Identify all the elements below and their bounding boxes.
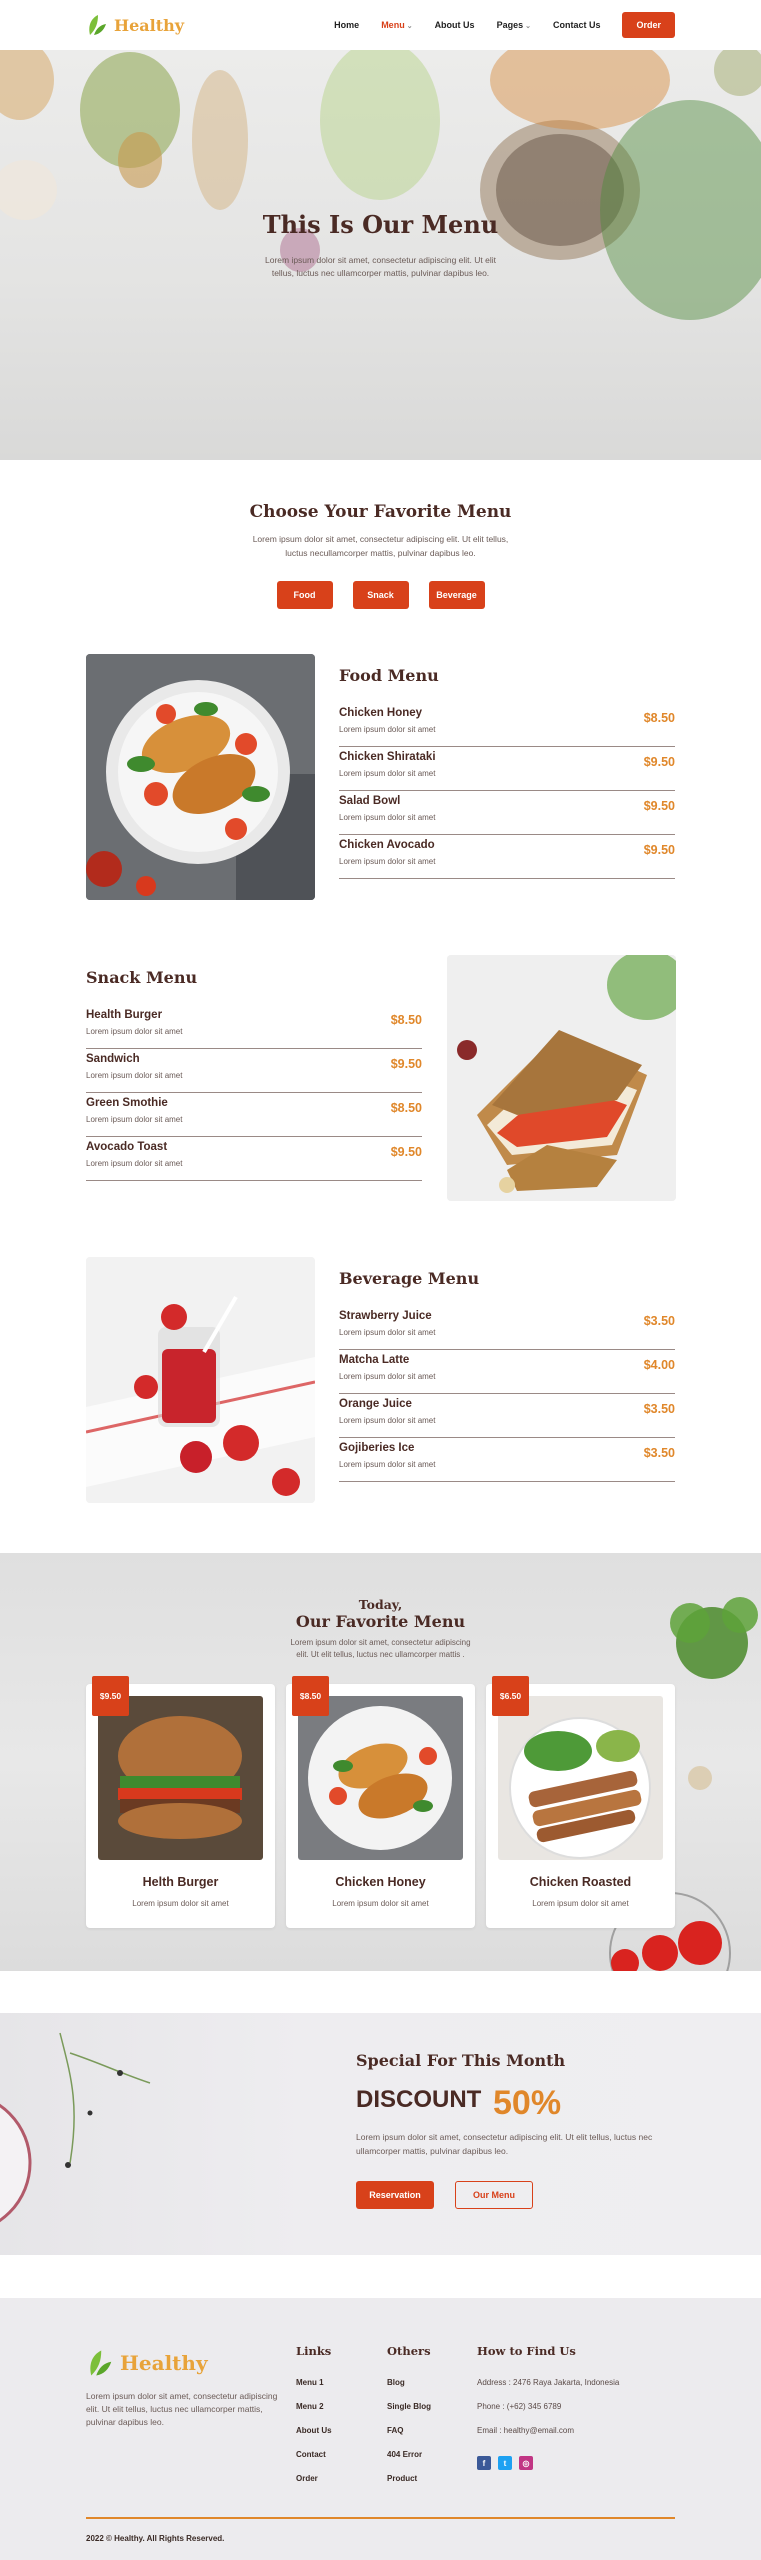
- special-subtitle: Lorem ipsum dolor sit amet, consectetur adipiscing elit. Ut elit tellus, luctus nec ullamcorper mattis, pulvinar dapibus leo.: [356, 2132, 653, 2156]
- item-name: Matcha Latte: [339, 1354, 410, 1366]
- card-name: Chicken Roasted: [529, 1875, 632, 1889]
- footer-phone: Phone : (+62) 345 6789: [477, 2402, 562, 2411]
- footer-link[interactable]: Menu 2: [296, 2402, 324, 2411]
- facebook-icon[interactable]: f: [477, 2456, 491, 2470]
- item-desc: Lorem ipsum dolor sit amet: [339, 1460, 436, 1469]
- item-price: $9.50: [390, 1057, 422, 1071]
- item-desc: Lorem ipsum dolor sit amet: [339, 813, 436, 822]
- menu-item[interactable]: [339, 1394, 675, 1438]
- chevron-down-icon: ⌄: [406, 23, 413, 30]
- burger-image: [98, 1696, 263, 1860]
- reservation-button[interactable]: Reservation: [356, 2181, 434, 2209]
- hero-section: [0, 50, 761, 460]
- item-desc: Lorem ipsum dolor sit amet: [339, 769, 436, 778]
- menu-item[interactable]: [339, 1350, 675, 1394]
- menu-item[interactable]: [339, 835, 675, 879]
- logo-text: Healthy: [114, 15, 185, 35]
- leaf-logo-icon: [86, 2348, 114, 2378]
- herbs-plate-image: [0, 2013, 200, 2255]
- card-desc: Lorem ipsum dolor sit amet: [332, 1899, 429, 1908]
- item-price: $4.00: [643, 1358, 675, 1372]
- choose-subtitle: Lorem ipsum dolor sit amet, consectetur adipiscing elit. Ut elit tellus, luctus necullamcorper mattis, pulvinar dapibus leo.: [252, 534, 509, 558]
- nav-pages[interactable]: [497, 20, 531, 30]
- price-badge: $9.50: [92, 1676, 129, 1716]
- chicken-roasted-image: [498, 1696, 663, 1860]
- item-name: Salad Bowl: [339, 795, 401, 807]
- item-price: $9.50: [390, 1145, 422, 1159]
- favorites-section: [0, 1553, 761, 1971]
- instagram-icon[interactable]: ◎: [519, 2456, 533, 2470]
- special-section: [0, 2013, 761, 2255]
- card-name: Helth Burger: [142, 1875, 219, 1889]
- order-button[interactable]: Order: [622, 12, 675, 38]
- menu-item[interactable]: [86, 1137, 422, 1181]
- footer-email: Email : healthy@email.com: [477, 2426, 575, 2435]
- item-name: Chicken Honey: [339, 707, 423, 719]
- menu-item[interactable]: [339, 1438, 675, 1482]
- menu-item[interactable]: [86, 1049, 422, 1093]
- item-name: Avocado Toast: [86, 1141, 168, 1153]
- item-desc: Lorem ipsum dolor sit amet: [339, 725, 436, 734]
- menu-item[interactable]: [339, 791, 675, 835]
- item-desc: Lorem ipsum dolor sit amet: [86, 1027, 183, 1036]
- nav-pages-label: Pages: [496, 20, 524, 30]
- item-desc: Lorem ipsum dolor sit amet: [339, 1372, 436, 1381]
- find-us-title: How to Find Us: [477, 2344, 576, 2358]
- hero-subtitle: Lorem ipsum dolor sit amet, consectetur adipiscing elit. Ut elit tellus, luctus nec ullamcorper mattis, pulvinar dapibus leo.: [264, 255, 496, 278]
- nav-menu-label: Menu: [381, 20, 405, 30]
- site-footer: [0, 2298, 761, 2560]
- our-menu-button[interactable]: Our Menu: [455, 2181, 533, 2209]
- favorites-today: Today,: [358, 1597, 403, 1612]
- beverage-button[interactable]: Beverage: [429, 581, 485, 609]
- snack-menu-image: [447, 955, 676, 1201]
- snack-button[interactable]: Snack: [353, 581, 409, 609]
- discount-percent: 50%: [493, 2084, 562, 2122]
- food-button[interactable]: Food: [277, 581, 333, 609]
- footer-find-us: [477, 2344, 619, 2470]
- grilled-chicken-plate-image: [86, 654, 315, 900]
- footer-link[interactable]: Product: [387, 2474, 418, 2483]
- footer-link[interactable]: Order: [296, 2474, 318, 2483]
- sandwich-image: [447, 955, 676, 1201]
- links-title: Links: [296, 2344, 332, 2358]
- item-name: Orange Juice: [339, 1398, 412, 1410]
- item-price: $8.50: [643, 711, 675, 725]
- item-name: Chicken Shirataki: [339, 751, 436, 763]
- item-desc: Lorem ipsum dolor sit amet: [86, 1159, 183, 1168]
- card-name: Chicken Honey: [335, 1875, 426, 1889]
- special-title: Special For This Month: [356, 2051, 566, 2070]
- footer-divider: [86, 2517, 675, 2519]
- favorite-card[interactable]: [486, 1684, 675, 1928]
- item-price: $3.50: [643, 1402, 675, 1416]
- item-price: $9.50: [643, 843, 675, 857]
- item-price: $8.50: [390, 1101, 422, 1115]
- price-badge: $6.50: [492, 1676, 529, 1716]
- item-desc: Lorem ipsum dolor sit amet: [339, 1416, 436, 1425]
- leaf-logo-icon: [86, 13, 108, 37]
- main-nav: [334, 12, 675, 38]
- item-price: $3.50: [643, 1314, 675, 1328]
- footer-link[interactable]: About Us: [296, 2426, 332, 2435]
- footer-link[interactable]: Menu 1: [296, 2378, 324, 2387]
- hero-title: This Is Our Menu: [262, 210, 499, 239]
- social-links: [477, 2456, 619, 2470]
- category-buttons: [0, 581, 761, 609]
- item-name: Health Burger: [86, 1009, 163, 1021]
- nav-home-label: Home: [334, 20, 360, 30]
- footer-link[interactable]: Single Blog: [387, 2402, 431, 2411]
- nav-about-label: About Us: [434, 20, 475, 30]
- footer-link[interactable]: 404 Error: [387, 2450, 423, 2459]
- favorites-title: Our Favorite Menu: [295, 1612, 466, 1631]
- footer-logo-text: Healthy: [120, 2351, 208, 2375]
- chicken-honey-image: [298, 1696, 463, 1860]
- item-name: Strawberry Juice: [339, 1310, 432, 1322]
- price-badge: $8.50: [292, 1676, 329, 1716]
- item-desc: Lorem ipsum dolor sit amet: [86, 1115, 183, 1124]
- item-name: Green Smothie: [86, 1097, 168, 1109]
- others-title: Others: [387, 2344, 431, 2358]
- beverage-menu-title: Beverage Menu: [339, 1269, 480, 1288]
- item-desc: Lorem ipsum dolor sit amet: [86, 1071, 183, 1080]
- item-price: $9.50: [643, 799, 675, 813]
- choose-title: Choose Your Favorite Menu: [249, 502, 512, 522]
- food-menu-image: [86, 654, 315, 900]
- item-desc: Lorem ipsum dolor sit amet: [339, 857, 436, 866]
- chevron-down-icon: ⌄: [525, 23, 531, 30]
- footer-links: [296, 2344, 332, 2498]
- item-price: $3.50: [643, 1446, 675, 1460]
- strawberry-juice-image: [86, 1257, 315, 1503]
- logo[interactable]: [86, 13, 184, 37]
- nav-contact-label: Contact Us: [552, 20, 601, 30]
- footer-link[interactable]: Blog: [387, 2378, 405, 2387]
- item-name: Sandwich: [86, 1053, 140, 1065]
- beverage-menu-image: [86, 1257, 315, 1503]
- food-menu: [339, 666, 675, 879]
- favorite-card[interactable]: [286, 1684, 475, 1928]
- nav-menu[interactable]: [381, 20, 412, 30]
- twitter-icon[interactable]: t: [498, 2456, 512, 2470]
- menu-item[interactable]: [86, 1005, 422, 1049]
- item-price: $9.50: [643, 755, 675, 769]
- nav-contact-us[interactable]: [553, 20, 601, 30]
- beverage-menu: [339, 1269, 675, 1482]
- item-name: Gojiberies Ice: [339, 1442, 415, 1454]
- footer-others: [387, 2344, 431, 2498]
- food-menu-title: Food Menu: [339, 666, 439, 685]
- snack-menu-title: Snack Menu: [86, 968, 198, 987]
- footer-logo[interactable]: [86, 2348, 208, 2378]
- item-desc: Lorem ipsum dolor sit amet: [339, 1328, 436, 1337]
- menu-item[interactable]: [339, 1306, 675, 1350]
- menu-item[interactable]: [86, 1093, 422, 1137]
- footer-about: Lorem ipsum dolor sit amet, consectetur adipiscing elit. Ut elit tellus, luctus nec ullamcorper mattis, pulvinar dapibus leo.: [86, 2391, 278, 2428]
- menu-item[interactable]: [339, 703, 675, 747]
- nav-home[interactable]: [334, 20, 359, 30]
- site-header: [0, 0, 761, 50]
- copyright: 2022 © Healthy. All Rights Reserved.: [86, 2534, 225, 2543]
- item-name: Chicken Avocado: [339, 839, 435, 851]
- card-desc: Lorem ipsum dolor sit amet: [532, 1899, 629, 1908]
- footer-link[interactable]: FAQ: [387, 2426, 404, 2435]
- snack-menu: [86, 968, 422, 1181]
- footer-link[interactable]: Contact: [296, 2450, 326, 2459]
- discount-label: DISCOUNT: [356, 2086, 482, 2113]
- card-desc: Lorem ipsum dolor sit amet: [132, 1899, 229, 1908]
- favorite-card[interactable]: [86, 1684, 275, 1928]
- footer-address: Address : 2476 Raya Jakarta, Indonesia: [477, 2378, 620, 2387]
- nav-about-us[interactable]: [435, 20, 475, 30]
- favorites-subtitle: Lorem ipsum dolor sit amet, consectetur adipiscing elit. Ut elit tellus, luctus nec ullamcorper mattis .: [290, 1638, 471, 1659]
- menu-item[interactable]: [339, 747, 675, 791]
- item-price: $8.50: [390, 1013, 422, 1027]
